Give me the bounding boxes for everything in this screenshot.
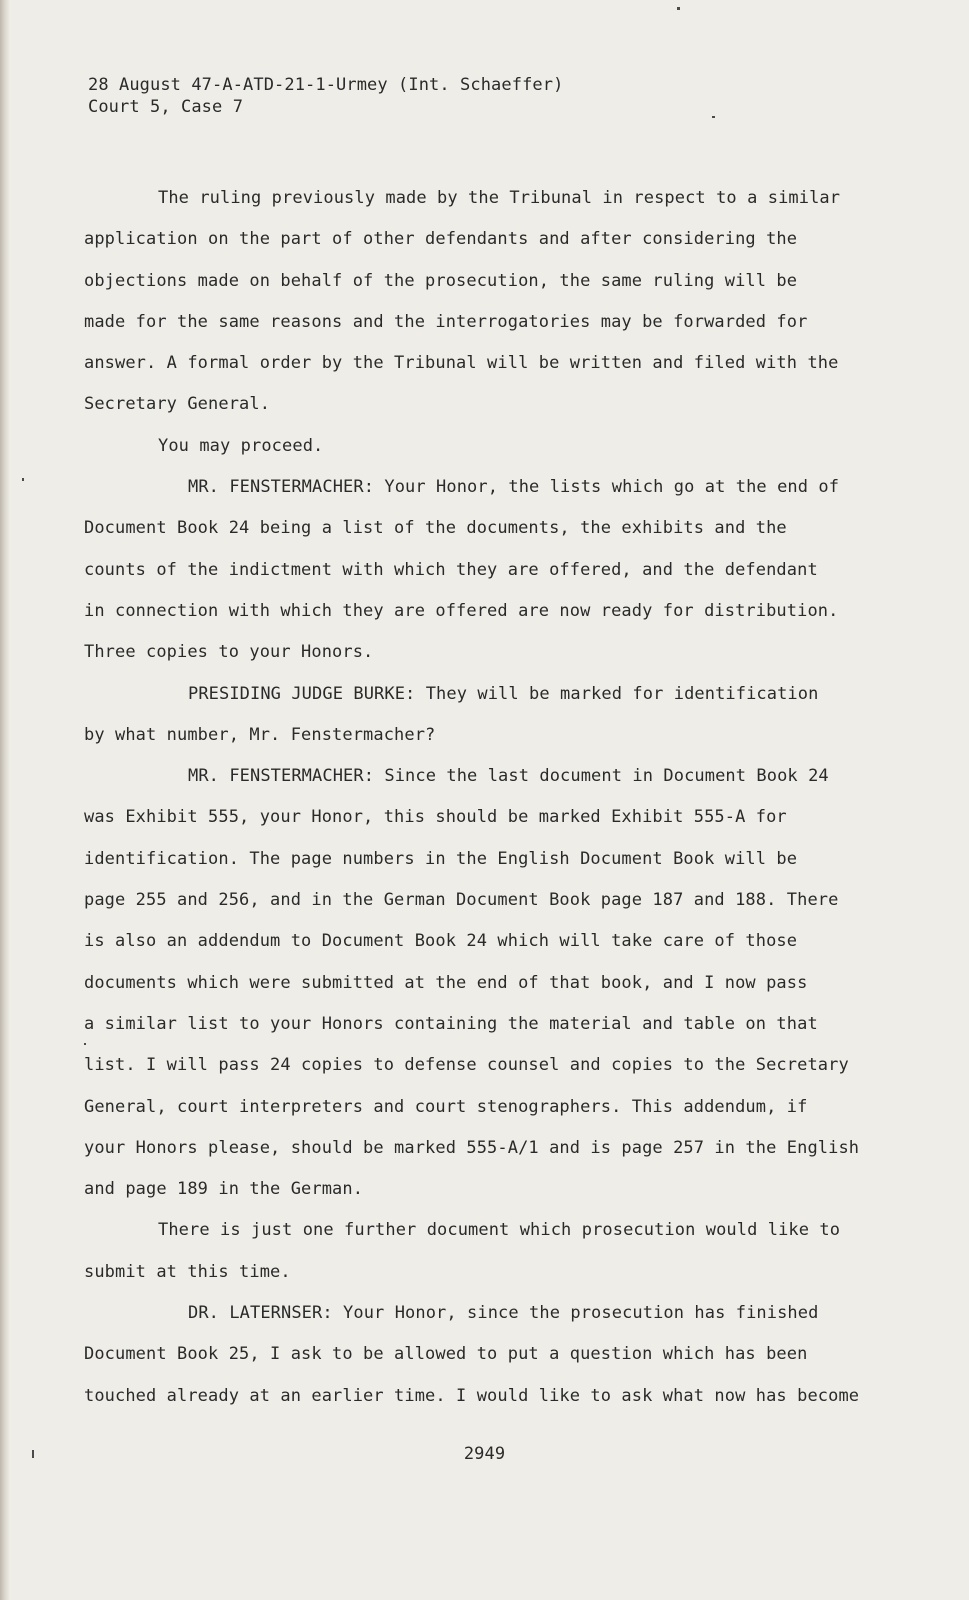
transcript-line: your Honors please, should be marked 555-A/1 and is page 257 in the English (84, 1137, 860, 1158)
transcript-line: touched already at an earlier time. I would like to ask what now has become (84, 1385, 860, 1406)
paper-speck (84, 1043, 86, 1045)
transcript-line: list. I will pass 24 copies to defense counsel and copies to the Secretary (84, 1055, 849, 1076)
transcript-line: in connection with which they are offered are now ready for distribution. (84, 600, 839, 621)
transcript-line: documents which were submitted at the end of that book, and I now pass (84, 972, 808, 993)
transcript-line: submit at this time. (84, 1261, 291, 1282)
transcript-line: General, court interpreters and court stenographers. This addendum, if (84, 1096, 808, 1117)
speaker-line: MR. FENSTERMACHER: Since the last document in Document Book 24 (188, 766, 829, 787)
transcript-line: You may proceed. (158, 435, 324, 456)
transcript-line: page 255 and 256, and in the German Document Book page 187 and 188. There (84, 890, 839, 911)
transcript-line: application on the part of other defendants and after considering the (84, 229, 798, 250)
transcript-line: objections made on behalf of the prosecution, the same ruling will be (84, 270, 798, 291)
paper-speck (22, 478, 24, 481)
paper-speck (712, 116, 715, 118)
transcript-line: made for the same reasons and the interrogatories may be forwarded for (84, 311, 808, 332)
transcript-line: Secretary General. (84, 394, 271, 415)
transcript-line: The ruling previously made by the Tribunal in respect to a similar (158, 188, 841, 208)
document-header (88, 74, 563, 118)
header-line-1: 28 August 47-A-ATD-21-1-Urmey (Int. Schaeffer) (88, 75, 564, 95)
transcript-line: Document Book 25, I ask to be allowed to put a question which has been (84, 1344, 808, 1365)
paper-speck (32, 1450, 34, 1458)
transcript-line: answer. A formal order by the Tribunal will be written and filed with the (84, 353, 839, 374)
transcript-line: is also an addendum to Document Book 24 which will take care of those (84, 931, 798, 952)
transcript-line: counts of the indictment with which they are offered, and the defendant (84, 559, 818, 580)
header-line-2: Court 5, Case 7 (88, 97, 244, 117)
transcript-line: identification. The page numbers in the English Document Book will be (84, 848, 798, 869)
transcript-body (84, 178, 874, 1417)
transcript-line: Document Book 24 being a list of the documents, the exhibits and the (84, 518, 787, 539)
speaker-line: PRESIDING JUDGE BURKE: They will be marked for identification (188, 683, 819, 704)
speaker-line: DR. LATERNSER: Your Honor, since the prosecution has finished (188, 1303, 819, 1324)
transcript-line: by what number, Mr. Fenstermacher? (84, 724, 436, 745)
transcript-line: was Exhibit 555, your Honor, this should be marked Exhibit 555-A for (84, 807, 787, 828)
page-number: 2949 (463, 1444, 506, 1464)
transcript-line: Three copies to your Honors. (84, 642, 374, 663)
transcript-line: a similar list to your Honors containing the material and table on that (84, 1013, 818, 1034)
transcript-line: There is just one further document which prosecution would like to (158, 1220, 841, 1241)
paper-speck (677, 7, 680, 10)
speaker-line: MR. FENSTERMACHER: Your Honor, the lists which go at the end of (188, 477, 840, 498)
page-left-edge (0, 0, 10, 1600)
transcript-line: and page 189 in the German. (84, 1179, 364, 1200)
